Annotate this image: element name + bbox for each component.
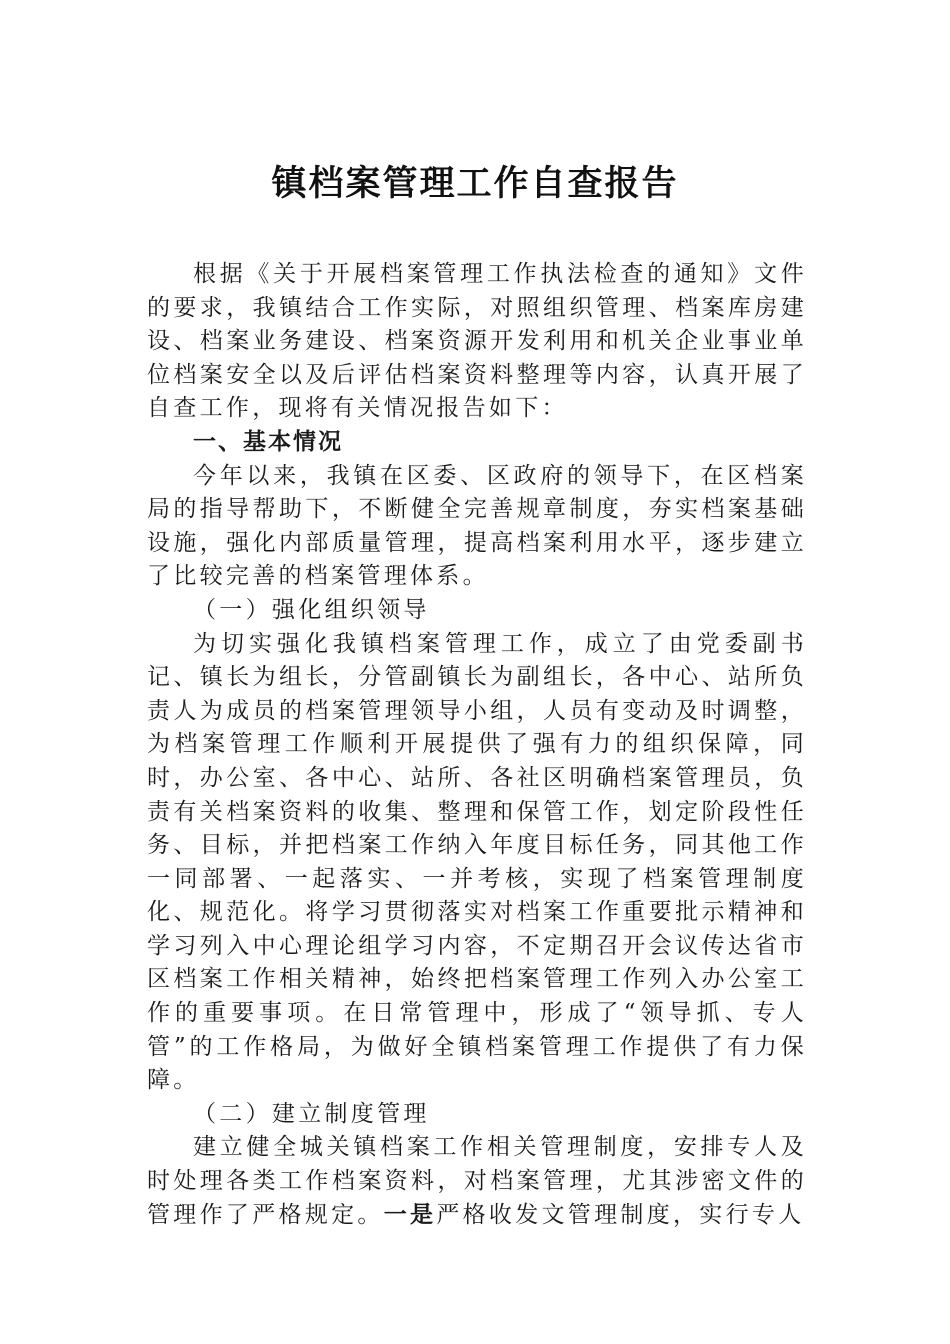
system-paragraph-lead: 建立健全城关镇档案工作相关管理制度，安排专人及时处理各类工作档案资料，对档案管理，尤其涉密文件的管理作了严格规定。: [147, 1134, 807, 1228]
section-heading-basic-situation: 一、基本情况: [193, 428, 343, 455]
subsection-heading-organization: （一）强化组织领导: [193, 596, 430, 623]
organization-paragraph: 为切实强化我镇档案管理工作，成立了由党委副书记、镇长为组长，分管副镇长为副组长，各中心、站所负责人为成员的档案管理领导小组，人员有变动及时调整，为档案管理工作顺利开展提供了强有力的组织保障，同时，办公室、各中心、站所、各社区明确档案管理员，负责有关档案资料的收集、整理和保管工作，划定阶段性任务、目标，并把档案工作纳入年度目标任务，同其他工作一同部署、一起落实、一并考核，实现了档案管理制度化、规范化。将学习贯彻落实对档案工作重要批示精神和学习列入中心理论组学习内容，不定期召开会议传达省市区档案工作相关精神，始终把档案管理工作列入办公室工作的重要事项。在日常管理中，形成了“领导抓、专人管”的工作格局，为做好全镇档案管理工作提供了有力保障。: [147, 630, 807, 1094]
document-title: 镇档案管理工作自查报告: [271, 163, 679, 204]
emphasis-first-point: 一是: [383, 1201, 437, 1228]
system-paragraph-tail: 严格收发文管理制度，实行专人: [436, 1201, 805, 1228]
subsection-heading-system: （二）建立制度管理: [193, 1100, 430, 1127]
document-body: [147, 258, 807, 1232]
intro-paragraph: 根据《关于开展档案管理工作执法检查的通知》文件的要求，我镇结合工作实际，对照组织管理、档案库房建设、档案业务建设、档案资源开发利用和机关企业事业单位档案安全以及后评估档案资料整理等内容，认真开展了自查工作，现将有关情况报告如下：: [147, 261, 807, 422]
system-paragraph: [147, 1131, 807, 1232]
basic-situation-paragraph: 今年以来，我镇在区委、区政府的领导下，在区档案局的指导帮助下，不断健全完善规章制度，夯实档案基础设施，强化内部质量管理，提高档案利用水平，逐步建立了比较完善的档案管理体系。: [147, 462, 807, 590]
